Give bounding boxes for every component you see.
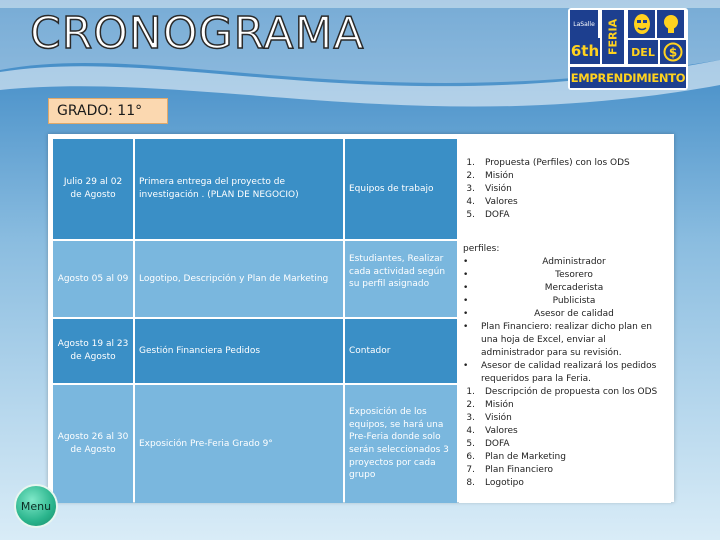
details-bullets	[463, 256, 667, 386]
schedule-table	[48, 134, 674, 502]
logo-del: DEL	[628, 40, 658, 64]
logo-emprendimiento: EMPRENDIMIENTO	[570, 67, 686, 88]
table-row	[53, 241, 671, 317]
row-activity: Gestión Financiera Pedidos	[135, 319, 343, 383]
list-item: 7. Plan Financiero	[466, 465, 553, 475]
row-responsible: Contador	[345, 319, 457, 383]
dollar-icon	[660, 40, 686, 64]
list-item: 1. Descripción de propuesta con los ODS	[466, 387, 658, 397]
list-item: • Plan Financiero: realizar dicho plan en una hoja de Excel, enviar al administrador para su revisión.	[463, 322, 652, 358]
list-item: 3. Visión	[466, 413, 512, 423]
logo-six: 6th	[570, 38, 600, 64]
list-item: 6. Plan de Marketing	[466, 452, 566, 462]
page-title: CRONOGRAMA	[30, 8, 365, 59]
row-details	[459, 139, 671, 239]
row-details	[459, 241, 671, 503]
school-logo: LaSalle	[570, 10, 598, 38]
row-activity: Logotipo, Descripción y Plan de Marketing	[135, 241, 343, 317]
list-item: • Asesor de calidad	[463, 309, 614, 319]
row-date: Agosto 19 al 23 de Agosto	[53, 319, 133, 383]
row-activity: Primera entrega del proyecto de investigación . (PLAN DE NEGOCIO)	[135, 139, 343, 239]
list-item: • Administrador	[463, 257, 606, 267]
student-face-icon	[628, 10, 655, 38]
details-heading: perfiles:	[463, 244, 500, 254]
list-item: 1. Propuesta (Perfiles) con los ODS	[466, 157, 630, 168]
list-item: • Mercaderista	[463, 283, 604, 293]
list-item: 2. Misión	[466, 400, 514, 410]
list-item: 5. DOFA	[466, 209, 510, 220]
list-item: 4. Valores	[466, 196, 518, 207]
row-responsible: Estudiantes, Realizar cada actividad según su perfil asignado	[345, 241, 457, 317]
details-numbered	[463, 386, 667, 490]
lightbulb-icon	[657, 10, 684, 38]
row-responsible: Exposición de los equipos, se hará una Pre-Feria donde solo serán seleccionados 3 proyectos por cada grupo	[345, 385, 457, 503]
table-row	[53, 139, 671, 239]
row-date: Agosto 05 al 09	[53, 241, 133, 317]
row-date: Agosto 26 al 30 de Agosto	[53, 385, 133, 503]
list-item: • Asesor de calidad realizará los pedidos requeridos para la Feria.	[463, 361, 657, 384]
logo-feria: FERIA	[602, 10, 624, 64]
menu-button[interactable]: Menu	[14, 484, 58, 528]
grade-label: GRADO: 11°	[48, 98, 168, 124]
svg-text:$: $	[668, 45, 678, 60]
details-list	[463, 157, 667, 222]
list-item: • Tesorero	[463, 270, 593, 280]
row-date: Julio 29 al 02 de Agosto	[53, 139, 133, 239]
list-item: 3. Visión	[466, 183, 512, 194]
feria-logo	[568, 8, 688, 90]
list-item: 8. Logotipo	[466, 478, 524, 488]
list-item: 5. DOFA	[466, 439, 510, 449]
list-item: 4. Valores	[466, 426, 518, 436]
list-item: • Publicista	[463, 296, 596, 306]
row-activity: Exposición Pre-Feria Grado 9°	[135, 385, 343, 503]
row-responsible: Equipos de trabajo	[345, 139, 457, 239]
list-item: 2. Misión	[466, 170, 514, 181]
